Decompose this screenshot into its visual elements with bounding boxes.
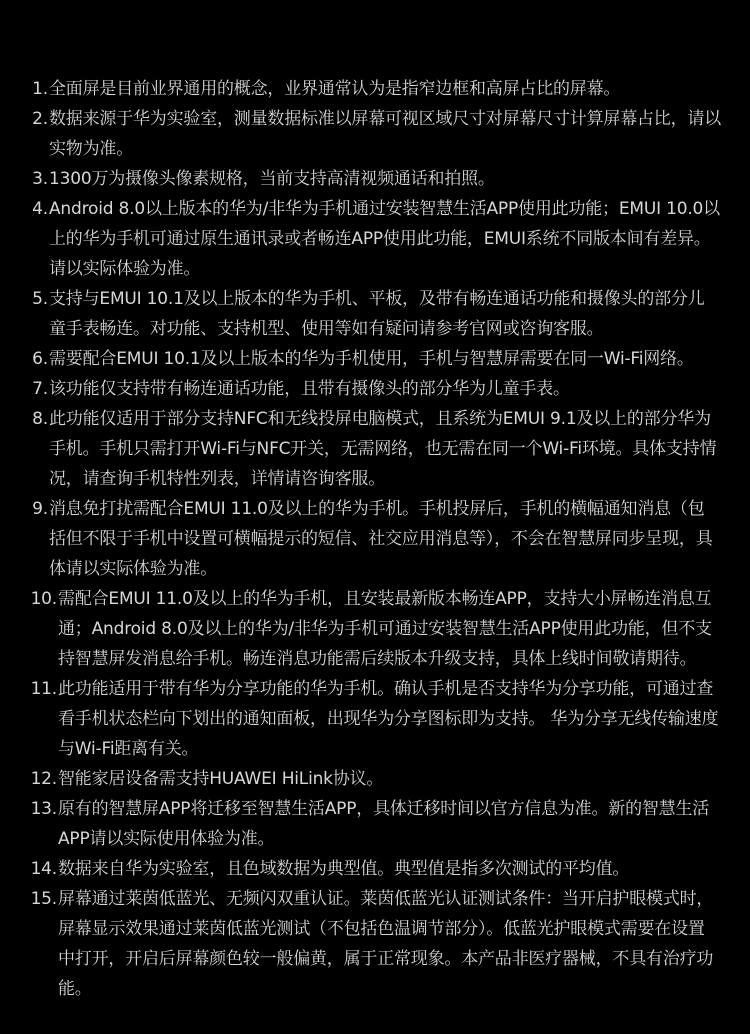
footnote-text: 屏幕通过莱茵低蓝光、无频闪双重认证。莱茵低蓝光认证测试条件：当开启护眼模式时，屏幕显示效果通过莱茵低蓝光测试（不包括色温调节部分）。低蓝光护眼模式需要在设置中打开，开启后屏幕颜色较一般偏黄，属于正常现象。本产品非医疗器械，不具有治疗功能。 (58, 889, 714, 999)
footnote-text: 需配合EMUI 11.0及以上的华为手机，且安装最新版本畅连APP，支持大小屏畅连消息互通；Android 8.0及以上的华为/非华为手机可通过安装智慧生活APP使用此功能，但不支持智慧屏发消息给手机。畅连消息功能需后续版本升级支持，具体上线时间敬请期待。 (58, 589, 712, 669)
footnote-text: 此功能适用于带有华为分享功能的华为手机。确认手机是否支持华为分享功能，可通过查看手机状态栏向下划出的通知面板，出现华为分享图标即为支持。 华为分享无线传输速度与Wi-Fi距离有关。 (58, 679, 719, 759)
footnote-number: 12. (30, 769, 57, 789)
footnote-item (0, 404, 750, 494)
footnote-text: 数据来自华为实验室，且色域数据为典型值。典型值是指多次测试的平均值。 (58, 859, 630, 879)
footnote-number: 8. (32, 409, 48, 429)
footnote-item (0, 284, 750, 344)
footnote-text: 原有的智慧屏APP将迁移至智慧生活APP，具体迁移时间以官方信息为准。新的智慧生活APP请以实际使用体验为准。 (58, 799, 710, 849)
footnote-item (0, 794, 750, 854)
footnote-list (0, 74, 750, 1004)
footnote-text: 支持与EMUI 10.1及以上版本的华为手机、平板，及带有畅连通话功能和摄像头的部分儿童手表畅连。对功能、支持机型、使用等如有疑问请参考官网或咨询客服。 (49, 289, 705, 339)
footnote-number: 1. (32, 79, 48, 99)
footnote-item (0, 104, 750, 164)
footnote-text: 全面屏是目前业界通用的概念，业界通常认为是指窄边框和高屏占比的屏幕。 (49, 79, 621, 99)
footnote-text: 需要配合EMUI 10.1及以上版本的华为手机使用，手机与智慧屏需要在同一Wi-Fi网络。 (49, 349, 694, 369)
footnote-text: Android 8.0以上版本的华为/非华为手机通过安装智慧生活APP使用此功能；EMUI 10.0以上的华为手机可通过原生通讯录或者畅连APP使用此功能，EMUI系统不同版本间有差异。请以实际体验为准。 (49, 199, 720, 279)
footnote-item (0, 884, 750, 1004)
footnote-number: 3. (32, 169, 48, 189)
footnote-number: 4. (32, 199, 48, 219)
footnote-number: 14. (30, 859, 57, 879)
footnote-text: 数据来源于华为实验室，测量数据标准以屏幕可视区域尺寸对屏幕尺寸计算屏幕占比，请以实物为准。 (49, 109, 721, 159)
footnote-item (0, 194, 750, 284)
footnote-number: 6. (32, 349, 48, 369)
footnote-item (0, 674, 750, 764)
footnote-text: 该功能仅支持带有畅连通话功能，且带有摄像头的部分华为儿童手表。 (49, 379, 570, 399)
footnote-number: 2. (32, 109, 48, 129)
footnote-item (0, 854, 750, 884)
footnote-item (0, 584, 750, 674)
footnote-item (0, 344, 750, 374)
footnote-item (0, 74, 750, 104)
footnote-number: 5. (32, 289, 48, 309)
footnote-item (0, 494, 750, 584)
footnote-text: 1300万为摄像头像素规格，当前支持高清视频通话和拍照。 (49, 169, 495, 189)
footnote-text: 此功能仅适用于部分支持NFC和无线投屏电脑模式，且系统为EMUI 9.1及以上的部分华为手机。手机只需打开Wi-Fi与NFC开关，无需网络，也无需在同一个Wi-Fi环境。具体支持情况，请查询手机特性列表，详情请咨询客服。 (49, 409, 717, 489)
footnote-item (0, 764, 750, 794)
footnote-number: 7. (32, 379, 48, 399)
footnote-number: 10. (30, 589, 57, 609)
footnote-item (0, 374, 750, 404)
footnote-number: 15. (30, 889, 57, 909)
footnote-text: 智能家居设备需支持HUAWEI HiLink协议。 (58, 769, 384, 789)
footnote-number: 9. (32, 499, 48, 519)
footnote-number: 11. (30, 679, 57, 699)
footnote-number: 13. (30, 799, 57, 819)
footnote-text: 消息免打扰需配合EMUI 11.0及以上的华为手机。手机投屏后，手机的横幅通知消息（包括但不限于手机中设置可横幅提示的短信、社交应用消息等），不会在智慧屏同步呈现，具体请以实际体验为准。 (49, 499, 713, 579)
footnote-item (0, 164, 750, 194)
